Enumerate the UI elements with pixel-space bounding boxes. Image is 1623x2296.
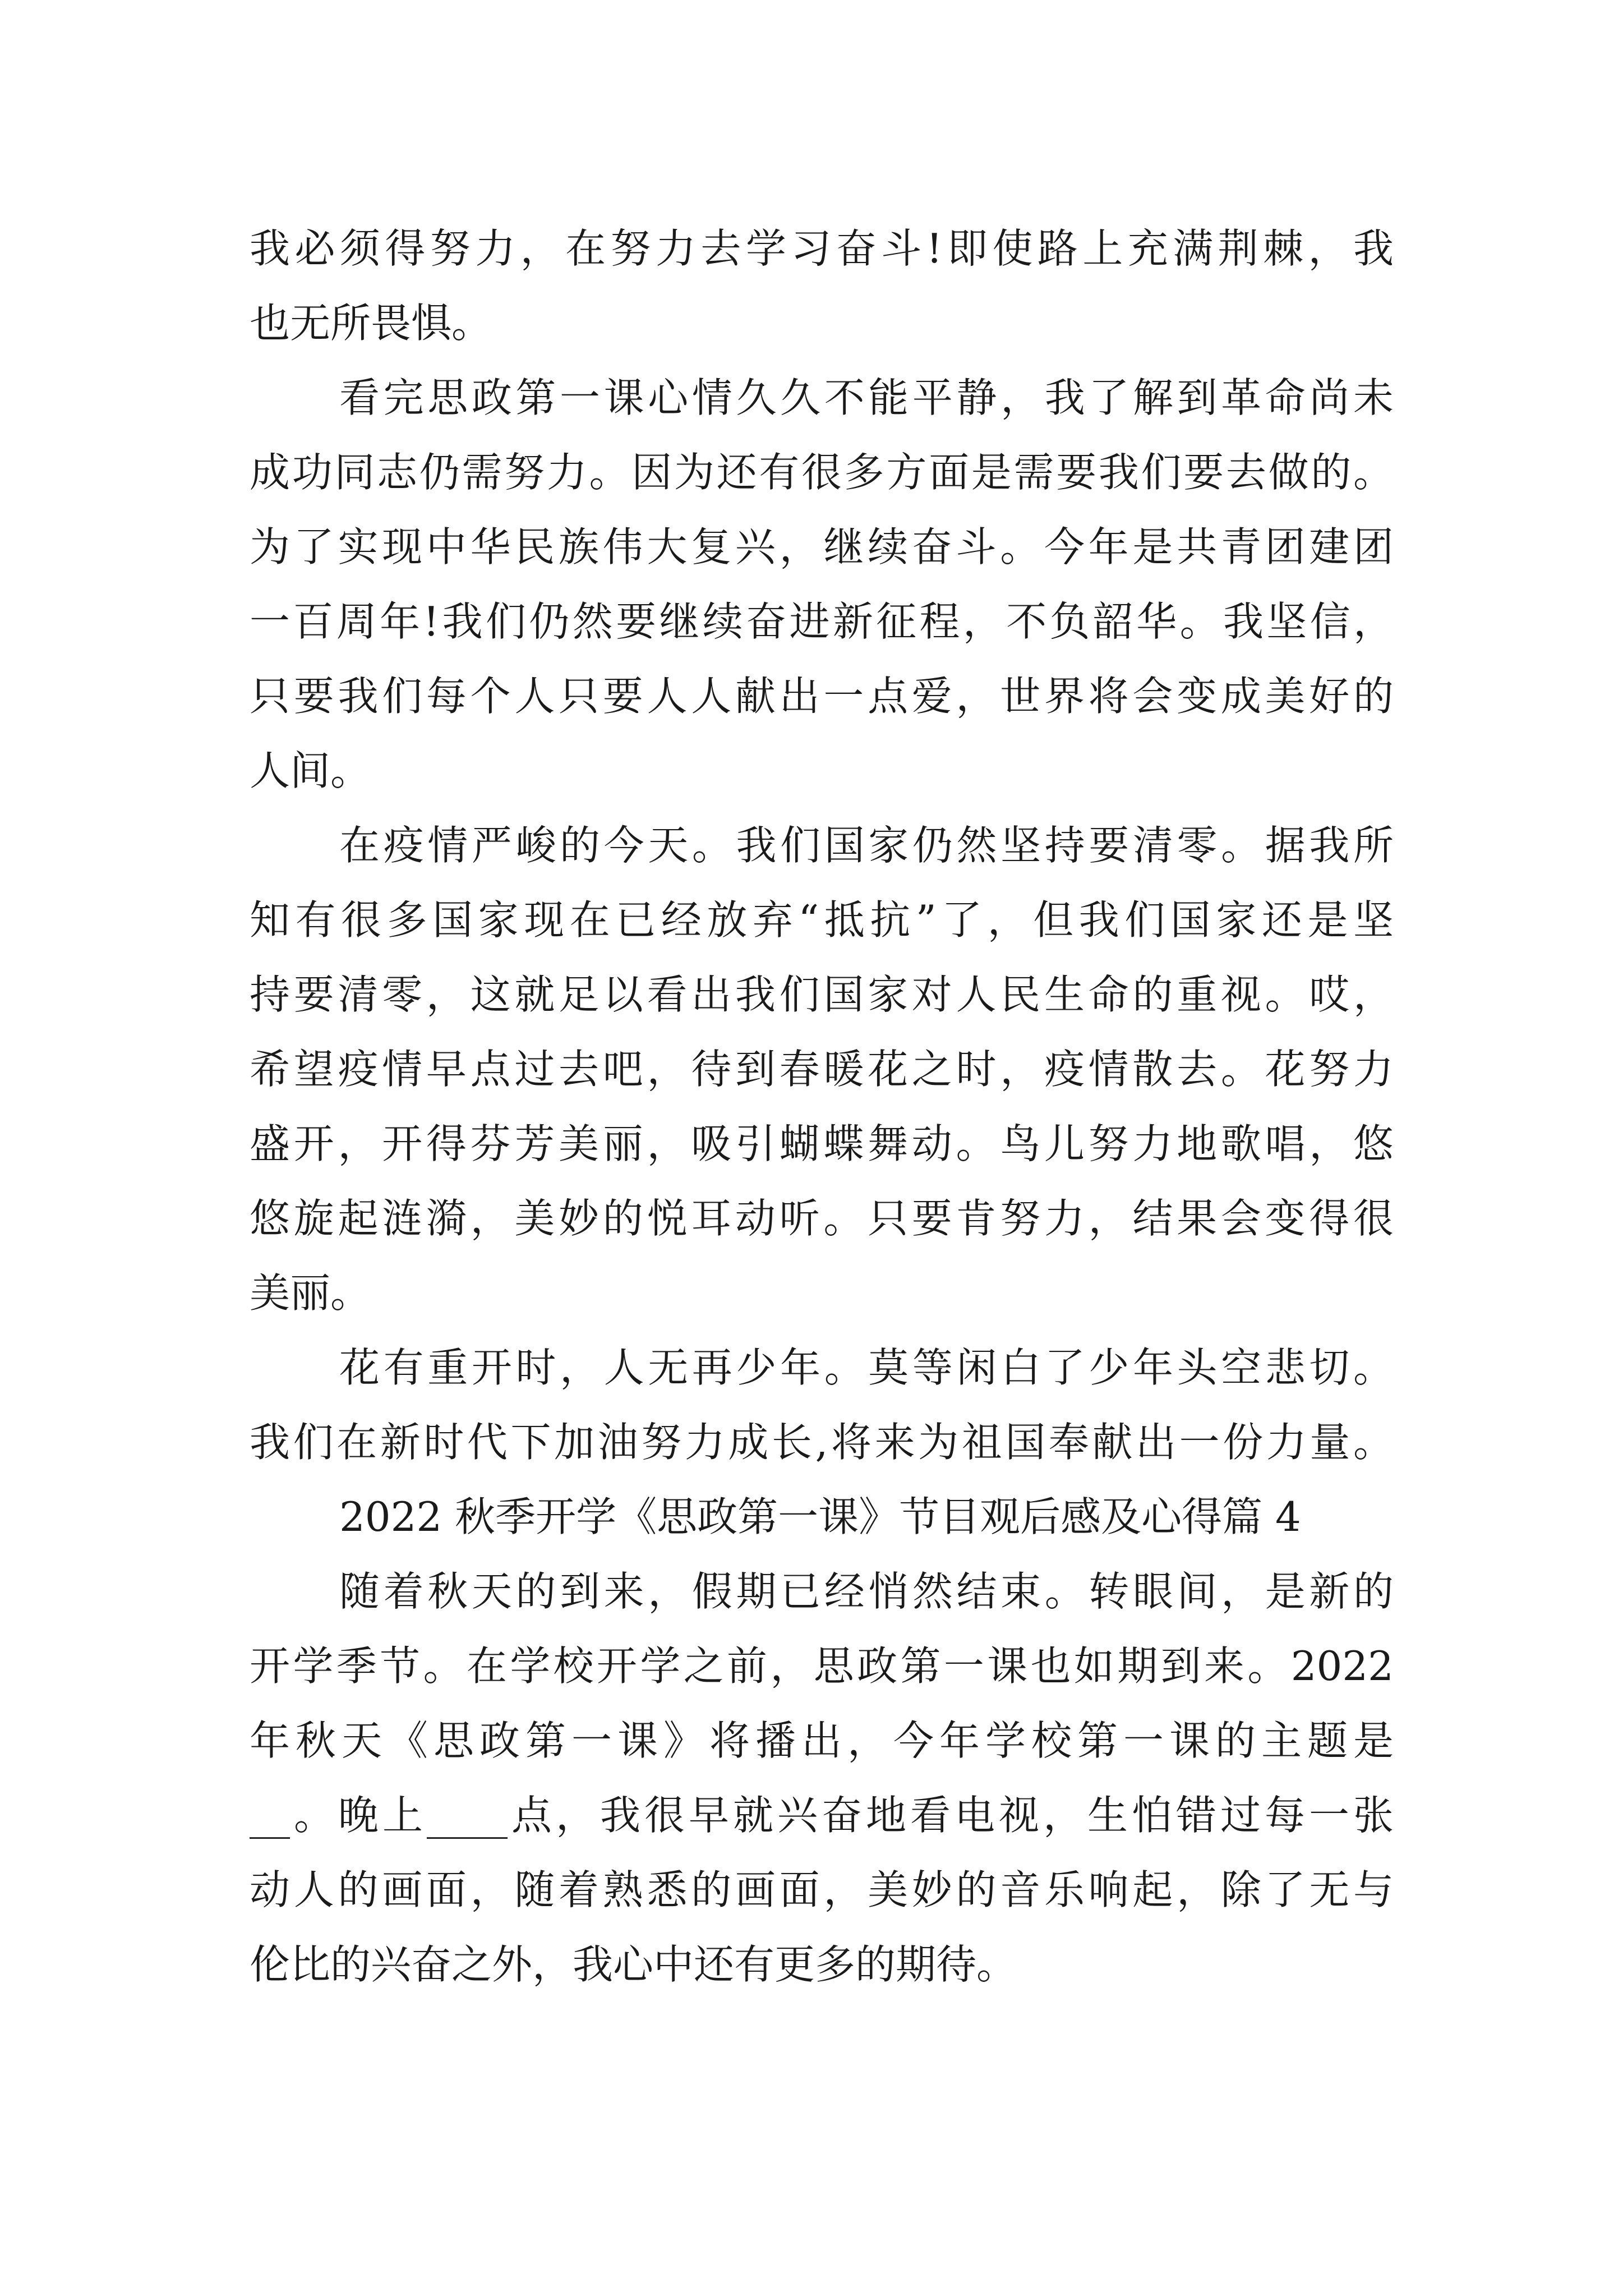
text-line: 伦比的兴奋之外，我心中还有更多的期待。 [250, 1941, 1017, 1988]
text-line: __。晚上____点，我很早就兴奋地看电视，生怕错过每一张 [250, 1792, 1394, 1839]
text-line: 也无所畏惧。 [250, 300, 492, 347]
text-line: 我们在新时代下加油努力成长,将来为祖国奉献出一份力量。 [250, 1419, 1394, 1466]
text-line: 我必须得努力，在努力去学习奋斗!即使路上充满荆棘，我 [250, 225, 1394, 272]
text-line: 持要清零，这就足以看出我们国家对人民生命的重视。哎， [250, 971, 1394, 1018]
text-line: 花有重开时，人无再少年。莫等闲白了少年头空悲切。 [339, 1344, 1394, 1391]
text-line: 动人的画面，随着熟悉的画面，美妙的音乐响起，除了无与 [250, 1866, 1394, 1913]
text-line: 年秋天《思政第一课》将播出，今年学校第一课的主题是 [250, 1717, 1394, 1764]
text-line: 悠旋起涟漪，美妙的悦耳动听。只要肯努力，结果会变得很 [250, 1195, 1394, 1242]
section-heading: 2022 秋季开学《思政第一课》节目观后感及心得篇 4 [339, 1493, 1301, 1540]
text-line: 知有很多国家现在已经放弃“抵抗”了，但我们国家还是坚 [250, 896, 1394, 944]
text-line: 美丽。 [250, 1269, 371, 1317]
text-line: 在疫情严峻的今天。我们国家仍然坚持要清零。据我所 [339, 822, 1394, 869]
text-line: 看完思政第一课心情久久不能平静，我了解到革命尚未 [339, 374, 1394, 421]
text-line: 希望疫情早点过去吧，待到春暖花之时，疫情散去。花努力 [250, 1046, 1394, 1093]
text-line: 随着秋天的到来，假期已经悄然结束。转眼间，是新的 [339, 1568, 1394, 1615]
text-line: 盛开，开得芬芳美丽，吸引蝴蝶舞动。鸟儿努力地歌唱，悠 [250, 1120, 1394, 1167]
text-line: 为了实现中华民族伟大复兴，继续奋斗。今年是共青团建团 [250, 523, 1394, 570]
text-line: 成功同志仍需努力。因为还有很多方面是需要我们要去做的。 [250, 449, 1394, 496]
text-line: 开学季节。在学校开学之前，思政第一课也如期到来。2022 [250, 1642, 1394, 1690]
text-line: 一百周年!我们仍然要继续奋进新征程，不负韶华。我坚信， [250, 598, 1394, 645]
text-line: 只要我们每个人只要人人献出一点爱，世界将会变成美好的 [250, 673, 1394, 720]
text-line: 人间。 [250, 747, 371, 794]
